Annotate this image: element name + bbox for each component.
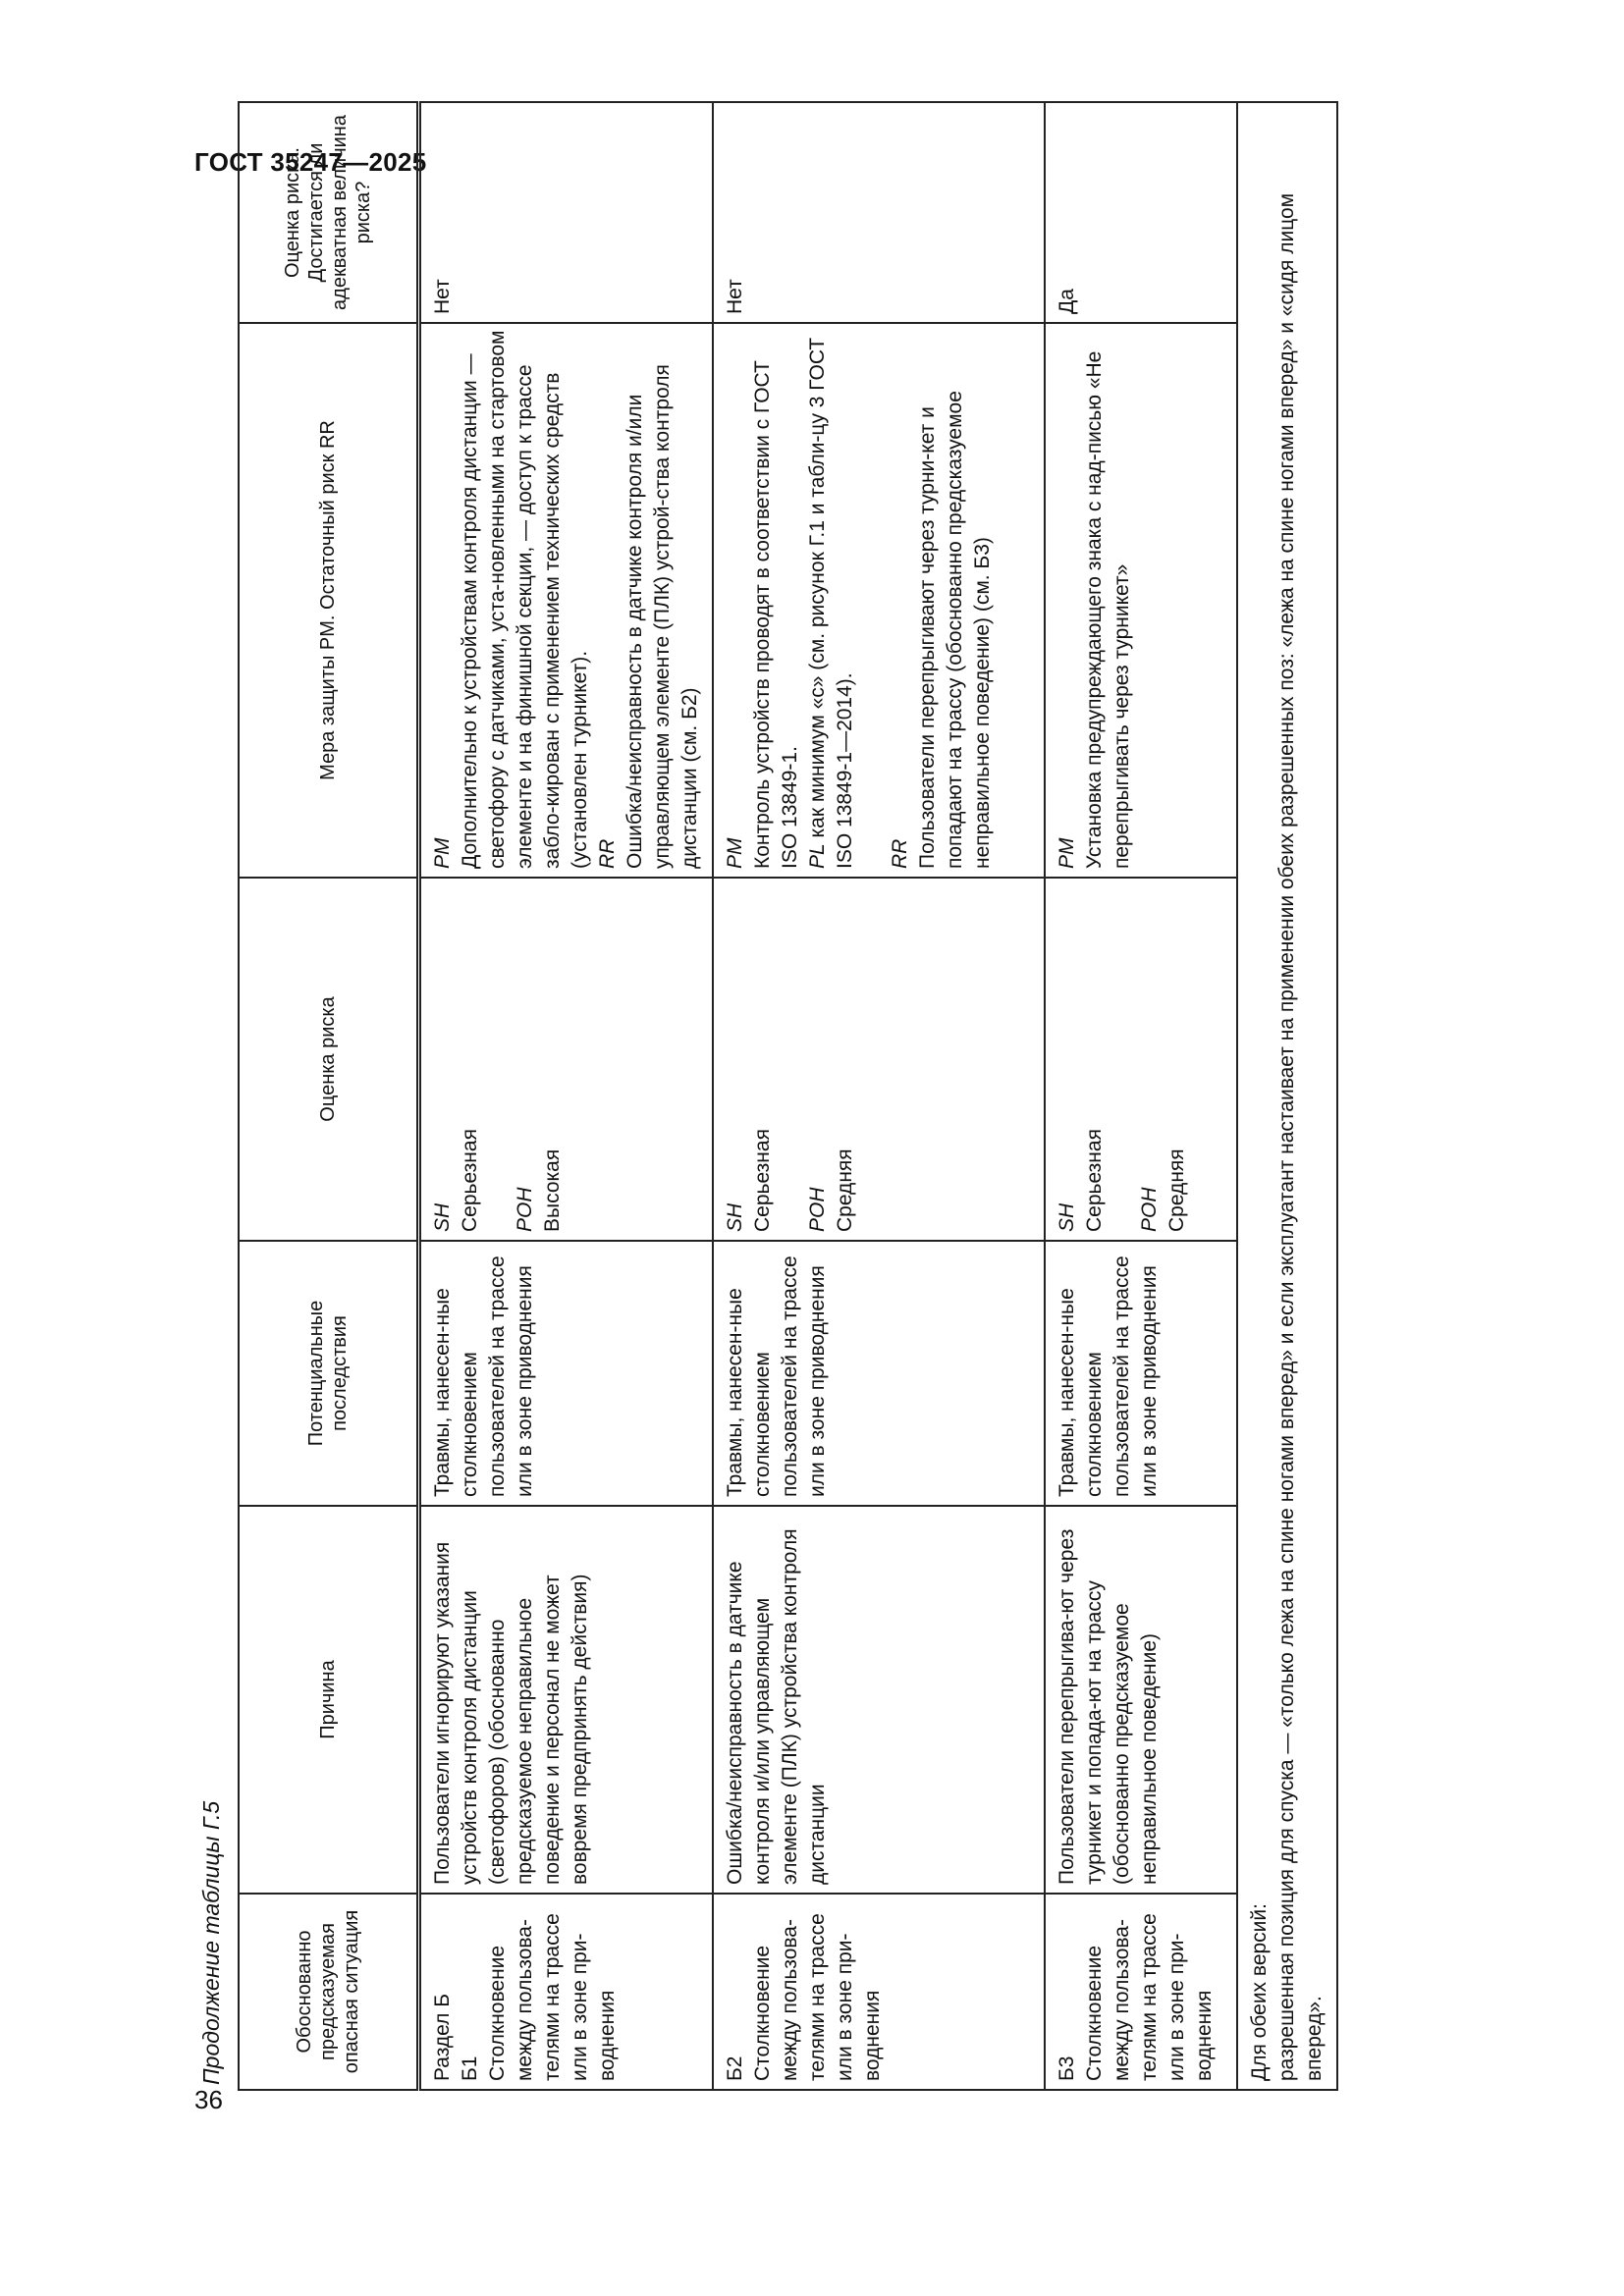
pm-text: Дополнительно к устройствам контроля дистанции — светофору с датчиками, уста-новленными на стартовом элементе и на финишной секции, — доступ к трассе забло-кирован с применением технических средств (установлен турникет). [459, 330, 591, 869]
poh-label: POH [514, 1187, 536, 1232]
measure-cell [1045, 323, 1237, 878]
header-situation: Обоснованно предсказуемая опасная ситуация [239, 1894, 419, 2090]
adequacy-cell: Нет [713, 102, 1045, 323]
situation-line: Б3 [1056, 2056, 1078, 2081]
risk-cell [713, 878, 1045, 1241]
page-number: 36 [194, 2085, 223, 2114]
table-caption: Продолжение таблицы Г.5 [198, 1800, 224, 2085]
consequences-cell: Травмы, нанесен-ные столкновением пользователей на трассе или в зоне приводнения [1045, 1241, 1237, 1506]
rotated-table-area [189, 39, 1455, 2091]
poh-label: POH [1138, 1187, 1161, 1232]
rr-text: Пользователи перепрыгивают через турни-кет и попадают на трассу (обоснованно предсказуемое неправильное поведение) (см. Б3) [916, 391, 994, 869]
table-row [419, 102, 714, 2090]
poh-value: Средняя [1165, 1148, 1188, 1232]
sh-label: SH [724, 1202, 746, 1232]
situation-line: Б1 [459, 2056, 481, 2081]
situation-line: Столкновение между пользова-телями на трассе или в зоне при-воднения [1083, 1913, 1216, 2081]
table-row [713, 102, 1045, 2090]
pm-label: PM [1056, 837, 1078, 869]
measure-cell [713, 323, 1045, 878]
pm-label: PM [431, 837, 454, 869]
table-header-row [239, 102, 419, 2090]
poh-label: POH [806, 1187, 829, 1232]
header-risk-assessment: Оценка риска [239, 878, 419, 1241]
header-measure: Мера защиты PM. Остаточный риск RR [239, 323, 419, 878]
pm-text: Установка предупреждающего знака с над-писью «Не перепрыгивать через турникет» [1083, 350, 1133, 869]
document-header: ГОСТ 35247—2025 [194, 147, 427, 177]
rr-label: RR [889, 838, 911, 869]
header-consequences: Потенциальные последствия [239, 1241, 419, 1506]
adequacy-cell: Да [1045, 102, 1237, 323]
pl-label: PL [806, 843, 829, 869]
situation-cell [713, 1894, 1045, 2090]
poh-value: Высокая [541, 1148, 564, 1232]
consequences-cell: Травмы, нанесен-ные столкновением пользователей на трассе или в зоне приводнения [713, 1241, 1045, 1506]
pm-text: Контроль устройств проводят в соответствии с ГОСТ ISO 13849-1. [751, 360, 801, 869]
situation-line: Столкновение между пользова-телями на трассе или в зоне при-воднения [486, 1913, 619, 2081]
sh-value: Серьезная [1083, 1129, 1106, 1232]
cause-cell: Ошибка/неисправность в датчике контроля и/или управляющем элементе (ПЛК) устройства контроля дистанции [713, 1506, 1045, 1894]
pl-text: как минимум «c» (см. рисунок Г.1 и табли-цу 3 ГОСТ ISO 13849-1—2014). [806, 337, 856, 869]
adequacy-cell: Нет [419, 102, 714, 323]
situation-line: Столкновение между пользова-телями на трассе или в зоне при-воднения [751, 1913, 884, 2081]
rr-label: RR [596, 838, 619, 869]
situation-line: Раздел Б [431, 1993, 454, 2081]
header-cause: Причина [239, 1506, 419, 1894]
risk-cell [419, 878, 714, 1241]
hazard-table [238, 101, 1338, 2091]
risk-cell [1045, 878, 1237, 1241]
pm-label: PM [724, 837, 746, 869]
table-row [1045, 102, 1237, 2090]
situation-cell [419, 1894, 714, 2090]
measure-cell [419, 323, 714, 878]
sh-label: SH [1056, 1202, 1078, 1232]
note-title: Для обеих версий: [1248, 1903, 1271, 2081]
cause-cell: Пользователи игнорируют указания устройств контроля дистанции (светофоров) (обоснованно предсказуемое неправильное поведение и персонал не может вовремя предпринять действия) [419, 1506, 714, 1894]
poh-value: Средняя [834, 1148, 856, 1232]
cause-cell: Пользователи перепрыгива-ют через турникет и попада-ют на трассу (обоснованно предсказуемое неправильное поведение) [1045, 1506, 1237, 1894]
situation-line: Б2 [724, 2056, 746, 2081]
sh-label: SH [431, 1202, 454, 1232]
note-text: разрешенная позиция для спуска — «только лежа на спине ногами вперед» и если эксплуатант настаивает на применении обеих разрешенных поз: «лежа на спине ногами вперед» и «сидя лицом вперед». [1275, 192, 1326, 2081]
rr-text: Ошибка/неисправность в датчике контроля и/или управляющем элементе (ПЛК) устрой-ства контроля дистанции (см. Б2) [623, 364, 701, 869]
sh-value: Серьезная [459, 1129, 481, 1232]
consequences-cell: Травмы, нанесен-ные столкновением пользователей на трассе или в зоне приводнения [419, 1241, 714, 1506]
note-row [1237, 102, 1337, 2090]
header-adequacy: Оценка риска. Достигается ли адекватная величина риска? [239, 102, 419, 323]
sh-value: Серьезная [751, 1129, 774, 1232]
situation-cell [1045, 1894, 1237, 2090]
note-cell [1237, 102, 1337, 2090]
